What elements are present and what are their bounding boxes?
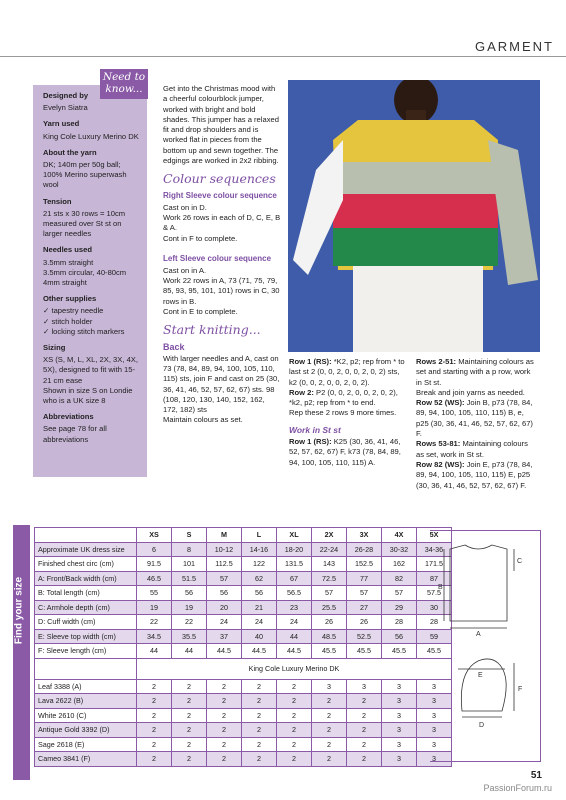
yarn-qty: 2: [137, 679, 172, 694]
cell-value: 112.5: [207, 557, 242, 572]
yarn-qty: 2: [347, 752, 382, 767]
yarn-qty: 3: [417, 737, 452, 752]
row-2-instruction: Row 2: P2 (0, 0, 2, 0, 0, 2, 0, 2), *k2, p2; rep from * to end.: [289, 387, 398, 408]
rib-instructions: [289, 357, 409, 468]
cell-value: 35.5: [172, 629, 207, 644]
cell-value: 44: [172, 644, 207, 659]
yarn-value: King Cole Luxury Merino DK: [43, 131, 139, 141]
yarn-qty: 3: [417, 723, 452, 738]
row-label: B: Total length (cm): [35, 586, 137, 601]
cell-value: 143: [312, 557, 347, 572]
yarn-qty: 3: [382, 737, 417, 752]
needles-item: 3.5mm circular, 40-80cm: [43, 267, 127, 277]
yarn-qty: 3: [347, 679, 382, 694]
cell-value: 56: [382, 629, 417, 644]
size-header: S: [172, 528, 207, 543]
yarn-qty: 2: [277, 708, 312, 723]
cell-value: 67: [277, 571, 312, 586]
repeat-instruction: Rep these 2 rows 9 more times.: [289, 408, 397, 418]
row-label: Finished chest circ (cm): [35, 557, 137, 572]
cell-value: 91.5: [137, 557, 172, 572]
cell-value: 56: [207, 586, 242, 601]
cell-value: 72.5: [312, 571, 347, 586]
measurement-row: [35, 542, 452, 557]
right-sleeve-heading: Right Sleeve colour sequence: [163, 190, 277, 200]
cell-value: 40: [242, 629, 277, 644]
abbr-value: See page 78 for all abbreviations: [43, 424, 107, 444]
cell-value: 45.5: [347, 644, 382, 659]
yarn-qty: 2: [172, 752, 207, 767]
yarn-qty: 2: [242, 752, 277, 767]
stst-instructions: [416, 357, 536, 491]
left-sleeve-line: Cast on in A.: [163, 265, 207, 275]
size-header: L: [242, 528, 277, 543]
measurement-row: [35, 571, 452, 586]
supplies-item: ✓ locking stitch markers: [43, 326, 125, 336]
yarn-qty: 2: [242, 694, 277, 709]
cell-value: 57: [312, 586, 347, 601]
size-table: [34, 527, 452, 767]
cell-value: 28: [417, 615, 452, 630]
cell-value: 51.5: [172, 571, 207, 586]
yarn-qty: 2: [347, 708, 382, 723]
yarn-qty: 2: [277, 694, 312, 709]
size-header: 2X: [312, 528, 347, 543]
yarn-row: [35, 752, 452, 767]
yarn-row: [35, 737, 452, 752]
cell-value: 6: [137, 542, 172, 557]
cell-value: 26: [312, 615, 347, 630]
section-title: GARMENT: [475, 39, 554, 54]
cell-value: 30-32: [382, 542, 417, 557]
yarn-qty: 2: [242, 708, 277, 723]
cell-value: 24: [277, 615, 312, 630]
yarn-qty: 2: [172, 694, 207, 709]
yarn-label: Sage 2618 (E): [35, 737, 137, 752]
yarn-label: Antique Gold 3392 (D): [35, 723, 137, 738]
row-label: E: Sleeve top width (cm): [35, 629, 137, 644]
label-d: D: [479, 722, 485, 729]
yarn-qty: 2: [207, 679, 242, 694]
yarn-blank: [35, 658, 137, 679]
cell-value: 37: [207, 629, 242, 644]
tension-label: Tension: [43, 196, 72, 206]
intro-text: Get into the Christmas mood with a cheerful colourblock jumper, worked with bright and bold shades. This jumper has a relaxed fit and drop shoulders and is worked flat in pieces from the bottom up and sewn together. The edgings are worked in 2x2 ribbing.: [163, 84, 279, 166]
cell-value: 152.5: [347, 557, 382, 572]
size-header: XL: [277, 528, 312, 543]
back-text: With larger needles and A, cast on 73 (78, 84, 89, 94, 100, 105, 110, 115) sts, join F and cast on 25 (30, 36, 41, 46, 52, 57, 62, 67) sts. 98 (108, 120, 130, 140, 152, 162, 172, 182) sts: [163, 353, 280, 415]
stst-row-1: Row 1 (RS): K25 (30, 36, 41, 46, 52, 57, 62, 67) F, k73 (78, 84, 89, 94, 100, 105, 110, 115) A.: [289, 437, 401, 467]
sizing-label: Sizing: [43, 343, 66, 353]
cell-value: 14-16: [242, 542, 277, 557]
cell-value: 26: [347, 615, 382, 630]
back-heading: Back: [163, 341, 185, 352]
yarn-qty: 2: [207, 694, 242, 709]
yarn-qty: 3: [417, 694, 452, 709]
cell-value: 25.5: [312, 600, 347, 615]
cell-value: 22: [137, 615, 172, 630]
break-join-note: Break and join yarns as needed.: [416, 387, 525, 397]
cell-value: 8: [172, 542, 207, 557]
yarn-qty: 3: [382, 723, 417, 738]
cell-value: 21: [242, 600, 277, 615]
cell-value: 45.5: [382, 644, 417, 659]
cell-value: 82: [382, 571, 417, 586]
needles-label: Needles used: [43, 245, 92, 255]
yarn-qty: 2: [312, 752, 347, 767]
about-value: DK; 140m per 50g ball; 100% Merino superwash wool: [43, 160, 127, 190]
cell-value: 48.5: [312, 629, 347, 644]
cell-value: 46.5: [137, 571, 172, 586]
back-text-2: Maintain colours as set.: [163, 415, 243, 425]
size-header: 4X: [382, 528, 417, 543]
cell-value: 45.5: [417, 644, 452, 659]
yarn-label: Lava 2622 (B): [35, 694, 137, 709]
tension-value: 21 sts x 30 rows = 10cm measured over St st on larger needles: [43, 208, 126, 239]
yarn-qty: 2: [312, 694, 347, 709]
instructions-column: [163, 84, 281, 426]
schematic-diagram: [430, 530, 541, 762]
measurement-row: [35, 600, 452, 615]
yarn-qty: 2: [242, 723, 277, 738]
row-52: Row 52 (WS): Join B, p73 (78, 84, 89, 94, 100, 105, 110, 115) B, e, p25 (30, 36, 41, 46, 52, 57, 62, 67) F.: [416, 398, 533, 439]
cell-value: 27: [347, 600, 382, 615]
colour-sequences-heading: Colour sequences: [163, 171, 276, 187]
supplies-item: ✓ tapestry needle: [43, 306, 104, 316]
yarn-label: Yarn used: [43, 119, 80, 129]
yarn-label: Cameo 3841 (F): [35, 752, 137, 767]
yarn-qty: 3: [417, 708, 452, 723]
label-c: C: [517, 558, 523, 565]
st-st-heading: Work in St st: [289, 424, 341, 435]
needles-item: 3.5mm straight: [43, 257, 94, 267]
cell-value: 28: [382, 615, 417, 630]
yarn-title-row: [35, 658, 452, 679]
cell-value: 34.5: [137, 629, 172, 644]
yarn-qty: 2: [242, 679, 277, 694]
cell-value: 57: [347, 586, 382, 601]
yarn-qty: 3: [382, 752, 417, 767]
measurement-row: [35, 557, 452, 572]
yarn-qty: 2: [277, 723, 312, 738]
cell-value: 44: [277, 629, 312, 644]
yarn-qty: 2: [137, 723, 172, 738]
designed-label: Designed by: [43, 91, 89, 100]
measurement-row: [35, 629, 452, 644]
cell-value: 29: [382, 600, 417, 615]
cell-value: 34-36: [417, 542, 452, 557]
cell-value: 59: [417, 629, 452, 644]
cell-value: 30: [417, 600, 452, 615]
header-divider: [0, 56, 566, 57]
cell-value: 87: [417, 571, 452, 586]
row-label: C: Armhole depth (cm): [35, 600, 137, 615]
yarn-qty: 2: [312, 708, 347, 723]
watermark-text: PassionForum.ru: [483, 783, 552, 793]
yarn-qty: 2: [347, 694, 382, 709]
cell-value: 45.5: [312, 644, 347, 659]
need-to-know-tab: Need to know...: [100, 69, 148, 99]
sizing-value: XS (S, M, L, XL, 2X, 3X, 4X, 5X), designed to fit with 15-21 cm ease: [43, 355, 138, 385]
yarn-qty: 2: [207, 723, 242, 738]
yarn-qty: 2: [312, 723, 347, 738]
size-header: 3X: [347, 528, 382, 543]
yarn-qty: 2: [137, 737, 172, 752]
row-label: F: Sleeve length (cm): [35, 644, 137, 659]
row-82: Row 82 (WS): Join E, p73 (78, 84, 89, 94, 100, 105, 110, 115) E, p25 (30, 36, 41, 46, 52, 57, 62, 67) F.: [416, 459, 533, 490]
cell-value: 20: [207, 600, 242, 615]
cell-value: 55: [137, 586, 172, 601]
cell-value: 56: [172, 586, 207, 601]
cell-value: 57: [382, 586, 417, 601]
right-sleeve-line: Cont in F to complete.: [163, 233, 238, 243]
yarn-row: [35, 723, 452, 738]
cell-value: 19: [137, 600, 172, 615]
left-sleeve-line: Work 22 rows in A, 73 (71, 75, 79, 85, 93, 95, 101, 101) rows in C, 30 rows in B.: [163, 276, 280, 306]
yarn-label: Leaf 3388 (A): [35, 679, 137, 694]
yarn-qty: 2: [172, 723, 207, 738]
cell-value: 24: [242, 615, 277, 630]
cell-value: 10-12: [207, 542, 242, 557]
supplies-label: Other supplies: [43, 294, 97, 304]
right-sleeve-line: Work 26 rows in each of D, C, E, B & A.: [163, 212, 281, 233]
cell-value: 57: [207, 571, 242, 586]
yarn-qty: 2: [277, 752, 312, 767]
yarn-qty: 2: [207, 708, 242, 723]
row-1-instruction: Row 1 (RS): *K2, p2; rep from * to last st 2 (0, 0, 2, 0, 0, 2, 0, 2) sts, k2 (0, 0, 2, 0, 0, 2, 0, 2).: [289, 357, 405, 387]
cell-value: 18-20: [277, 542, 312, 557]
need-to-know-box: [33, 85, 147, 477]
yarn-qty: 3: [417, 752, 452, 767]
cell-value: 44: [137, 644, 172, 659]
yarn-qty: 3: [382, 708, 417, 723]
yarn-qty: 2: [137, 752, 172, 767]
size-header: M: [207, 528, 242, 543]
cell-value: 162: [382, 557, 417, 572]
yarn-qty: 2: [207, 752, 242, 767]
size-header: XS: [137, 528, 172, 543]
size-header: 5X: [417, 528, 452, 543]
yarn-title: King Cole Luxury Merino DK: [137, 658, 452, 679]
yarn-qty: 2: [277, 679, 312, 694]
yarn-qty: 2: [277, 737, 312, 752]
yarn-qty: 2: [172, 737, 207, 752]
yarn-qty: 2: [242, 737, 277, 752]
yarn-qty: 2: [172, 708, 207, 723]
left-sleeve-line: Cont in E to complete.: [163, 307, 238, 317]
sizing-value-2: Shown in size S on Londie who is a UK size 8: [43, 385, 133, 406]
yarn-qty: 2: [137, 694, 172, 709]
row-label: Approximate UK dress size: [35, 542, 137, 557]
yarn-qty: 3: [382, 679, 417, 694]
start-knitting-heading: Start knitting...: [163, 322, 261, 338]
yarn-qty: 2: [347, 723, 382, 738]
cell-value: 22: [172, 615, 207, 630]
yarn-row: [35, 708, 452, 723]
cell-value: 44.5: [242, 644, 277, 659]
cell-value: 19: [172, 600, 207, 615]
label-b: B: [438, 584, 443, 591]
cell-value: 23: [277, 600, 312, 615]
about-label: About the yarn: [43, 147, 97, 157]
designed-value: Evelyn Siatra: [43, 103, 88, 113]
yarn-qty: 2: [207, 737, 242, 752]
cell-value: 171.5: [417, 557, 452, 572]
yarn-qty: 3: [312, 679, 347, 694]
cell-value: 26-28: [347, 542, 382, 557]
abbr-label: Abbreviations: [43, 412, 94, 422]
cell-value: 131.5: [277, 557, 312, 572]
rows-53-81: Rows 53-81: Maintaining colours as set, work in St st.: [416, 439, 528, 459]
row-label: A: Front/Back width (cm): [35, 571, 137, 586]
supplies-item: ✓ stitch holder: [43, 316, 93, 326]
yarn-qty: 2: [137, 708, 172, 723]
cell-value: 24: [207, 615, 242, 630]
find-your-size-tab: Find your size: [13, 525, 30, 780]
cell-value: 56: [242, 586, 277, 601]
cell-value: 44.5: [277, 644, 312, 659]
measurement-row: [35, 586, 452, 601]
sweater-photo: [288, 80, 540, 352]
cell-value: 22-24: [312, 542, 347, 557]
yarn-row: [35, 694, 452, 709]
yarn-qty: 2: [312, 737, 347, 752]
yarn-qty: 2: [172, 679, 207, 694]
label-f: F: [518, 686, 523, 693]
rows-2-51: Rows 2-51: Maintaining colours as set and starting with a p row, work in St st.: [416, 357, 534, 387]
yarn-qty: 2: [347, 737, 382, 752]
cell-value: 62: [242, 571, 277, 586]
measurement-row: [35, 615, 452, 630]
header-blank: [35, 528, 137, 543]
yarn-qty: 3: [382, 694, 417, 709]
yarn-qty: 3: [417, 679, 452, 694]
cell-value: 52.5: [347, 629, 382, 644]
label-a: A: [476, 631, 481, 638]
label-e: E: [478, 672, 483, 679]
page-number: 51: [530, 770, 542, 781]
measurement-row: [35, 644, 452, 659]
table-header-row: [35, 528, 452, 543]
left-sleeve-heading: Left Sleeve colour sequence: [163, 253, 272, 263]
cell-value: 56.5: [277, 586, 312, 601]
yarn-row: [35, 679, 452, 694]
yarn-label: White 2610 (C): [35, 708, 137, 723]
right-sleeve-line: Cast on in D.: [163, 202, 207, 212]
cell-value: 44.5: [207, 644, 242, 659]
cell-value: 122: [242, 557, 277, 572]
needles-item: 4mm straight: [43, 278, 87, 288]
cell-value: 77: [347, 571, 382, 586]
cell-value: 57.5: [417, 586, 452, 601]
cell-value: 101: [172, 557, 207, 572]
row-label: D: Cuff width (cm): [35, 615, 137, 630]
